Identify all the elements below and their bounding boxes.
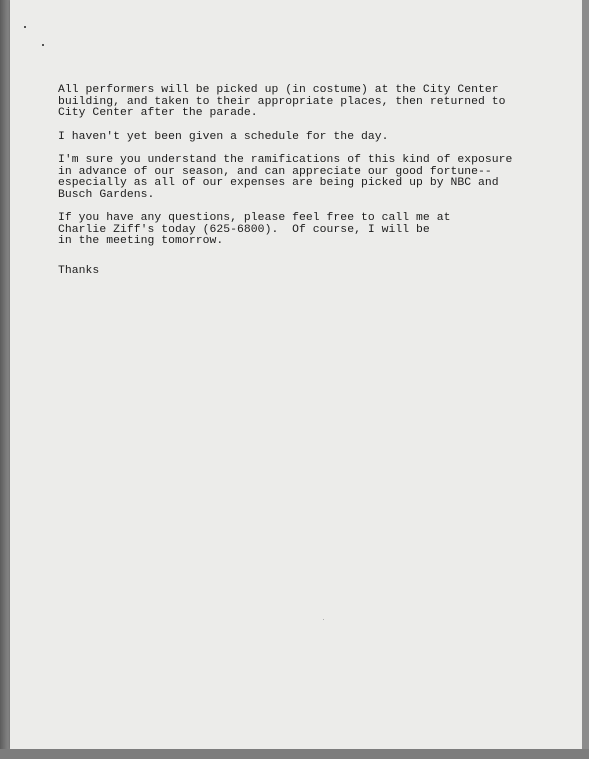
text-line: building, and taken to their appropriate places, then returned to xyxy=(58,95,506,108)
text-line: especially as all of our expenses are being picked up by NBC and xyxy=(58,177,499,190)
ink-speck xyxy=(42,44,44,46)
paper-blemish xyxy=(323,619,324,620)
closing-text: Thanks xyxy=(58,264,100,277)
paragraph-schedule xyxy=(58,132,538,144)
text-line: Busch Gardens. xyxy=(58,188,155,201)
paragraph-performers xyxy=(58,85,538,120)
text-line: I haven't yet been given a schedule for the day. xyxy=(58,130,389,143)
ink-speck xyxy=(24,26,26,28)
paragraph-questions xyxy=(58,213,538,248)
text-line: If you have any questions, please feel free to call me at xyxy=(58,212,451,225)
text-line: in advance of our season, and can appreciate our good fortune-- xyxy=(58,165,492,178)
text-line: All performers will be picked up (in costume) at the City Center xyxy=(58,84,499,96)
text-line: Charlie Ziff's today (625-6800). Of course, I will be xyxy=(58,223,430,236)
text-line: I'm sure you understand the ramifications of this kind of exposure xyxy=(58,153,513,166)
text-line: City Center after the parade. xyxy=(58,107,258,120)
text-line: in the meeting tomorrow. xyxy=(58,235,224,248)
letter-body xyxy=(58,85,538,289)
page-edge-bottom xyxy=(0,749,589,759)
paragraph-exposure xyxy=(58,155,538,201)
page-edge-right xyxy=(582,0,589,759)
